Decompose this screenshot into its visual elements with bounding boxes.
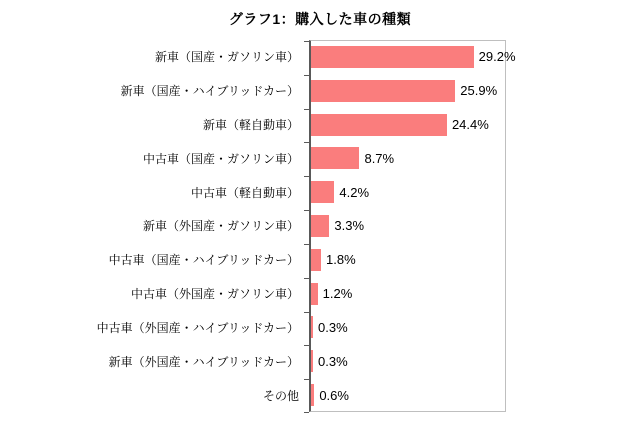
bar-cell — [311, 344, 506, 378]
bar — [311, 215, 329, 237]
category-label: 中古車（軽自動車） — [190, 185, 299, 200]
chart-row — [0, 277, 640, 311]
value-label: 25.9% — [460, 83, 498, 99]
chart-row — [0, 74, 640, 108]
bar — [311, 316, 313, 338]
category-label: その他 — [262, 388, 299, 403]
category-label: 中古車（国産・ガソリン車） — [142, 151, 299, 166]
value-label: 0.6% — [319, 387, 349, 403]
bar-cell — [311, 277, 506, 311]
chart-row — [0, 209, 640, 243]
chart-row — [0, 141, 640, 175]
bar-cell — [311, 74, 506, 108]
axis-tick — [304, 412, 309, 413]
bar-chart — [0, 40, 640, 412]
bar-cell — [311, 108, 506, 142]
chart-row — [0, 108, 640, 142]
value-label: 0.3% — [318, 319, 348, 335]
value-label: 0.3% — [318, 353, 348, 369]
bar-cell — [311, 175, 506, 209]
bar-cell — [311, 311, 506, 345]
bar — [311, 249, 321, 271]
value-label: 8.7% — [364, 150, 395, 166]
bar — [311, 283, 318, 305]
chart-row — [0, 40, 640, 74]
bar-cell — [311, 40, 516, 74]
bar — [311, 147, 359, 169]
chart-row — [0, 378, 640, 412]
bar — [311, 384, 314, 406]
bar-cell — [311, 209, 506, 243]
value-label: 29.2% — [478, 49, 516, 65]
value-label: 1.8% — [326, 252, 356, 268]
bar-cell — [311, 378, 506, 412]
value-label: 4.2% — [339, 184, 370, 200]
category-label: 中古車（外国産・ガソリン車） — [130, 287, 299, 302]
chart-row — [0, 243, 640, 277]
category-label: 中古車（国産・ハイブリッドカー） — [108, 253, 299, 268]
category-label: 新車（軽自動車） — [202, 118, 299, 133]
chart-rows — [0, 40, 640, 412]
bar — [311, 46, 474, 68]
category-label: 新車（国産・ハイブリッドカー） — [120, 84, 299, 99]
category-label: 新車（外国産・ガソリン車） — [142, 219, 299, 234]
bar — [311, 80, 455, 102]
value-label: 3.3% — [334, 218, 365, 234]
category-label: 中古車（外国産・ハイブリッドカー） — [96, 320, 299, 335]
chart-row — [0, 344, 640, 378]
chart-row — [0, 175, 640, 209]
category-label: 新車（国産・ガソリン車） — [154, 50, 299, 65]
value-label: 24.4% — [451, 117, 489, 133]
bar-cell — [311, 141, 506, 175]
bar — [311, 114, 447, 136]
value-label: 1.2% — [322, 286, 353, 302]
chart-row — [0, 311, 640, 345]
bar-cell — [311, 243, 506, 277]
bar — [311, 181, 334, 203]
category-label: 新車（外国産・ハイブリッドカー） — [108, 354, 299, 369]
bar — [311, 350, 313, 372]
chart-title: グラフ1：購入した車の種類 — [228, 11, 412, 27]
